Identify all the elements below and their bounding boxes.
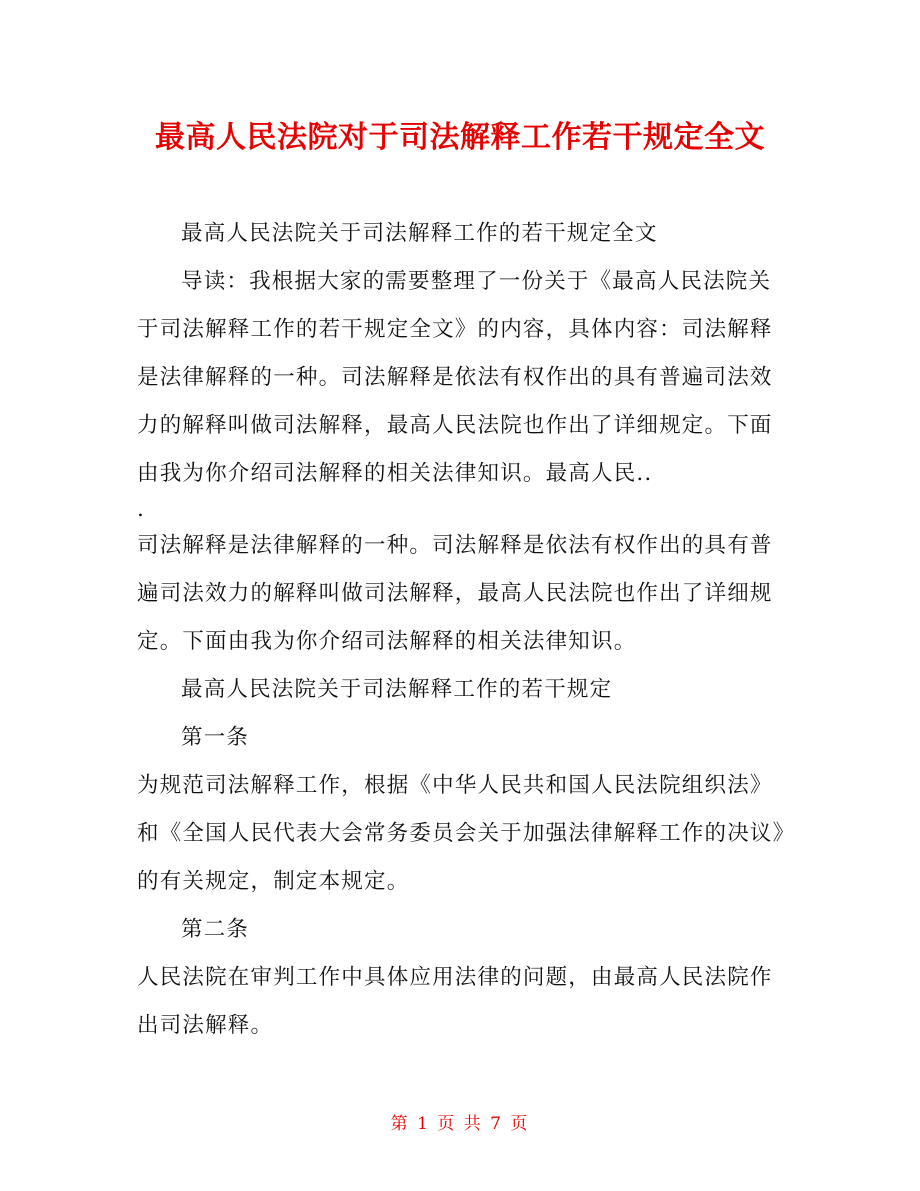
paragraph-intro: 导读：我根据大家的需要整理了一份关于《最高人民法院关于司法解释工作的若干规定全文》的内容，具体内容：司法解释是法律解释的一种。司法解释是依法有权作出的具有普遍司法效力的解释叫做司法解释，最高人民法院也作出了详细规定。下面由我为你介绍司法解释的相关法律知识。最高人民.. xyxy=(137,269,773,486)
paragraph-dot: . xyxy=(137,497,146,522)
document-title: 最高人民法院对于司法解释工作若干规定全文 xyxy=(155,120,765,155)
article-2-heading: 第二条 xyxy=(181,917,250,942)
page-number-footer: 第 1 页 共 7 页 xyxy=(390,1114,530,1134)
article-1-body: 为规范司法解释工作，根据《中华人民共和国人民法院组织法》和《全国人民代表大会常务委员会关于加强法律解释工作的决议》的有关规定，制定本规定。 xyxy=(137,773,785,894)
article-1-heading: 第一条 xyxy=(181,725,250,750)
document-body xyxy=(137,210,785,1050)
paragraph-definition: 司法解释是法律解释的一种。司法解释是依法有权作出的具有普遍司法效力的解释叫做司法解释，最高人民法院也作出了详细规定。下面由我为你介绍司法解释的相关法律知识。 xyxy=(137,533,773,654)
paragraph-subtitle: 最高人民法院关于司法解释工作的若干规定全文 xyxy=(181,221,658,246)
article-2-body: 人民法院在审判工作中具体应用法律的问题，由最高人民法院作出司法解释。 xyxy=(137,965,773,1038)
paragraph-regulation-heading: 最高人民法院关于司法解释工作的若干规定 xyxy=(181,677,613,702)
